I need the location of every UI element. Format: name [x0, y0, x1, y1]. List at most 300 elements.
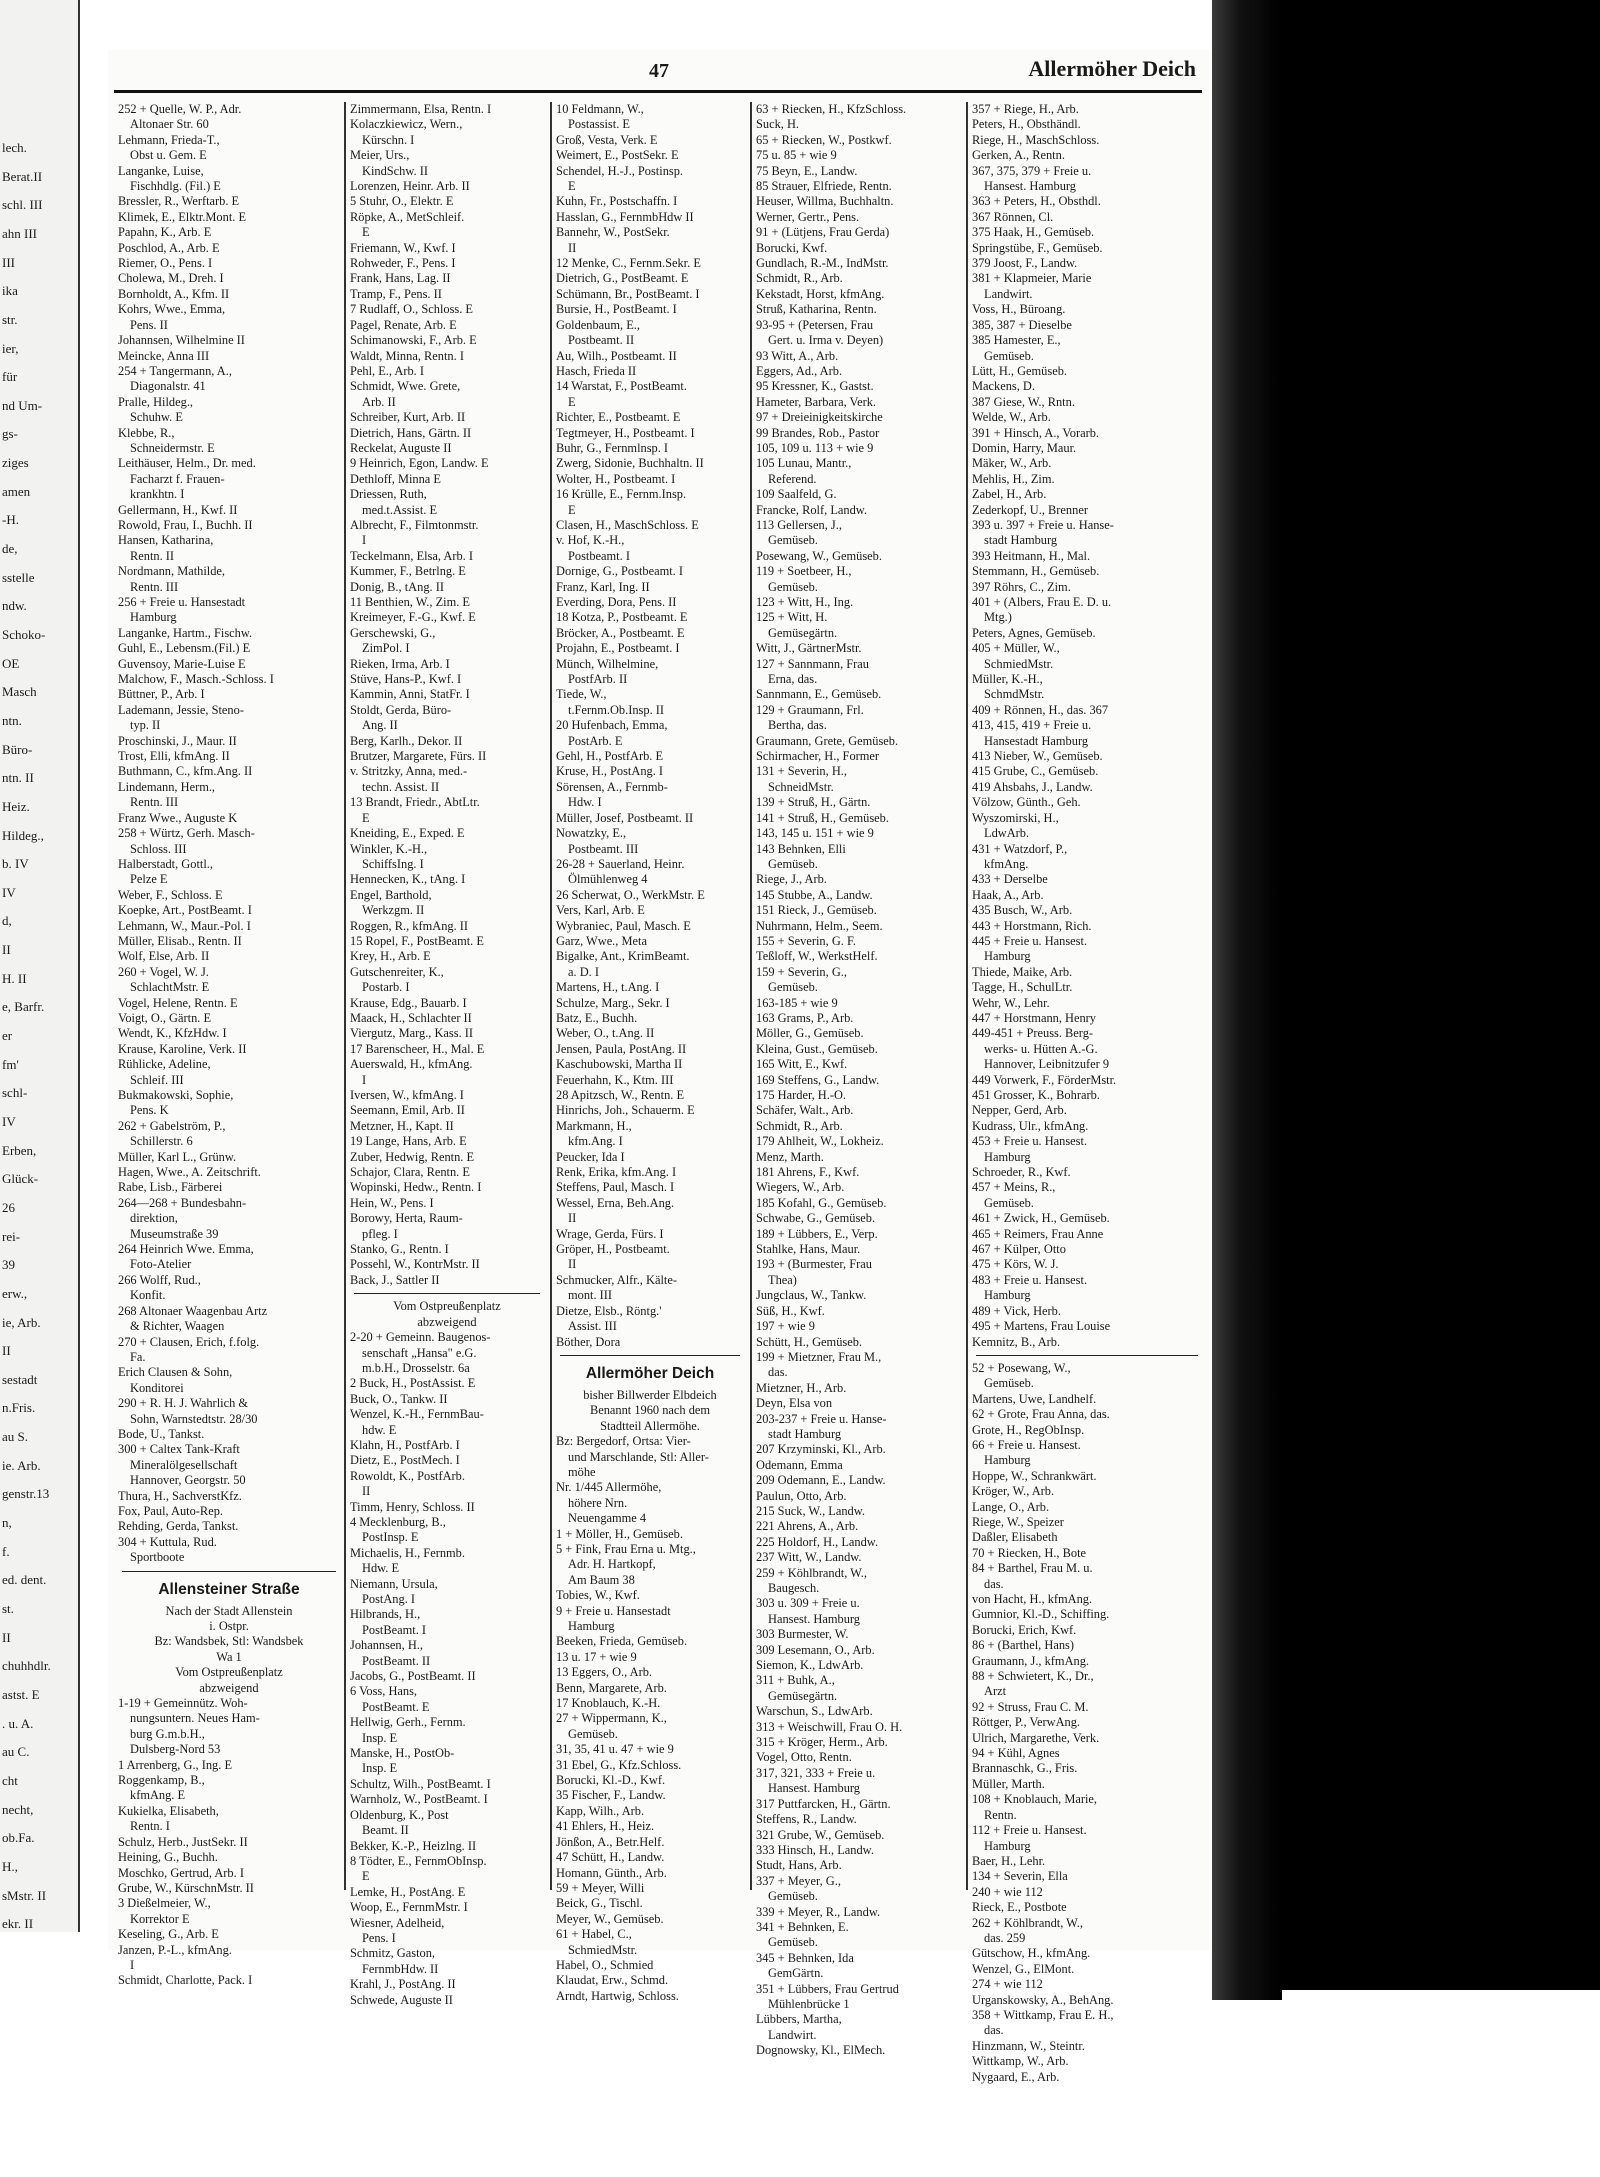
entry-continuation: Postbeamt. I [568, 548, 630, 563]
margin-fragment: st. [2, 1601, 14, 1617]
margin-fragment: 39 [2, 1257, 15, 1273]
directory-entry: 127 + Sannmann, Frau [756, 656, 869, 671]
entry-continuation: SchiffsIng. I [362, 856, 424, 871]
directory-entry: Winkler, K.-H., [350, 841, 428, 856]
directory-entry: 393 u. 397 + Freie u. Hanse- [972, 517, 1114, 532]
directory-entry: 256 + Freie u. Hansestadt [118, 595, 246, 609]
margin-fragment: chuhhdlr. [2, 1658, 51, 1674]
directory-entry: Sörensen, A., Fernmb- [556, 779, 668, 794]
entry-continuation: & Richter, Waagen [130, 1319, 225, 1334]
directory-entry: von Hacht, H., kfmAng. [972, 1592, 1093, 1606]
directory-entry: 385, 387 + Dieselbe [972, 317, 1072, 332]
entry-continuation: Erna, das. [768, 672, 818, 687]
directory-entry: 254 + Tangermann, A., [118, 363, 232, 378]
margin-fragment: ob.Fa. [2, 1830, 35, 1846]
entry-continuation: PostArb. E [568, 733, 623, 748]
directory-entry: Tiede, W., [556, 687, 607, 702]
entry-continuation: Gemüseb. [984, 1376, 1034, 1391]
directory-entry: Stemmann, H., Gemüseb. [972, 564, 1100, 579]
directory-entry: 109 Saalfeld, G. [756, 487, 837, 502]
directory-entry: 1 + Möller, H., Gemüseb. [556, 1526, 683, 1541]
directory-entry: Engel, Barthold, [350, 887, 432, 902]
margin-fragment: fm' [2, 1056, 19, 1072]
directory-entry: Gutschenreiter, K., [350, 964, 444, 979]
margin-fragment: au S. [2, 1429, 28, 1445]
entry-continuation: PostfArb. II [568, 672, 628, 687]
entry-continuation: Sohn, Warnstedtstr. 28/30 [130, 1411, 258, 1426]
directory-entry: 449-451 + Preuss. Berg- [972, 1026, 1094, 1041]
entry-continuation: Gemüseb. [768, 980, 818, 995]
directory-entry: 313 + Weischwill, Frau O. H. [756, 1719, 903, 1734]
directory-entry: Schroeder, R., Kwf. [972, 1165, 1071, 1180]
entry-continuation: Dulsberg-Nord 53 [130, 1742, 221, 1757]
directory-entry: 391 + Hinsch, A., Vorarb. [972, 425, 1099, 440]
directory-entry: Voigt, O., Gärtn. E [118, 1010, 212, 1025]
entry-continuation: Schneidermstr. E [130, 440, 215, 455]
directory-entry: 303 u. 309 + Freie u. [756, 1596, 860, 1611]
margin-fragment: ika [2, 283, 18, 299]
directory-entry: Woop, E., FernmMstr. I [350, 1900, 468, 1915]
directory-entry: Riemer, O., Pens. I [118, 256, 213, 271]
directory-entry: Jensen, Paula, PostAng. II [556, 1041, 687, 1056]
directory-entry: 17 Barenscheer, H., Mal. E [350, 1041, 485, 1056]
directory-entry: 112 + Freie u. Hansest. [972, 1823, 1087, 1838]
directory-entry: Markmann, H., [556, 1118, 632, 1133]
directory-entry: 85 Strauer, Elfriede, Rentn. [756, 179, 892, 194]
street-note: abzweigend [417, 1314, 477, 1329]
entry-continuation: Altonaer Str. 60 [130, 117, 209, 132]
directory-entry: 13 Brandt, Friedr., AbtLtr. [350, 795, 480, 810]
directory-entry: Dietrich, G., PostBeamt. E [556, 271, 689, 286]
directory-entry: Teckelmann, Elsa, Arb. I [350, 548, 473, 563]
directory-entry: Arndt, Hartwig, Schloss. [556, 1988, 679, 2003]
directory-entry: 409 + Rönnen, H., das. 367 [972, 702, 1109, 717]
entry-continuation: direktion, [130, 1211, 178, 1226]
directory-entry: 27 + Wippermann, K., [556, 1711, 667, 1726]
entry-continuation: med.t.Assist. E [362, 502, 438, 517]
directory-entry: Goldenbaum, E., [556, 317, 640, 332]
directory-entry: Kolaczkiewicz, Wern., [350, 117, 463, 132]
directory-entry: 143 Behnken, Elli [756, 841, 846, 856]
entry-continuation: kfmAng. E [130, 1788, 186, 1803]
directory-entry: Frank, Hans, Lag. II [350, 271, 451, 286]
entry-continuation: Hdw. I [568, 795, 602, 810]
directory-entry: Franz Wwe., Auguste K [118, 810, 238, 825]
column-divider [750, 102, 752, 1890]
directory-entry: 199 + Mietzner, Frau M., [756, 1349, 882, 1364]
directory-entry: Buhr, G., Fernmlnsp. I [556, 440, 669, 455]
directory-entry: Possehl, W., KontrMstr. II [350, 1257, 480, 1272]
directory-entry: Wolf, Else, Arb. II [118, 949, 210, 964]
margin-fragment: schl. III [2, 197, 43, 213]
directory-entry: Lange, O., Arb. [972, 1499, 1050, 1514]
margin-fragment: lech. [2, 140, 27, 155]
directory-entry: Erich Clausen & Sohn, [118, 1365, 233, 1380]
entry-continuation: Hamburg [984, 949, 1031, 964]
directory-column-1 [118, 102, 340, 1988]
margin-fragment: ntn. [2, 712, 22, 728]
directory-entry: Au, Wilh., Postbeamt. II [556, 348, 677, 363]
directory-entry: v. Stritzky, Anna, med.- [350, 764, 468, 779]
entry-continuation: Konfit. [130, 1288, 166, 1303]
entry-continuation: SchmiedMstr. [568, 1942, 638, 1957]
entry-continuation: SchmdMstr. [984, 687, 1045, 702]
margin-fragment: gs- [2, 426, 18, 442]
directory-entry: Tobies, W., Kwf. [556, 1588, 640, 1603]
directory-entry: Wyszomirski, H., [972, 810, 1059, 825]
entry-continuation: II [568, 1211, 577, 1226]
directory-entry: 28 Apitzsch, W., Rentn. E [556, 1088, 685, 1102]
directory-entry: 379 Joost, F., Landw. [972, 256, 1078, 271]
directory-entry: 5 Stuhr, O., Elektr. E [350, 194, 454, 209]
directory-entry: 449 Vorwerk, F., FörderMstr. [972, 1072, 1117, 1087]
entry-continuation: Werkzgm. II [362, 903, 425, 918]
directory-entry: 151 Rieck, J., Gemüseb. [756, 903, 877, 918]
margin-fragment: OE [2, 655, 20, 671]
directory-entry: Krey, H., Arb. E [350, 949, 431, 964]
directory-entry: Heuser, Willma, Buchhaltn. [756, 194, 894, 209]
directory-entry: Krause, Edg., Bauarb. I [350, 995, 467, 1010]
entry-continuation: das. 259 [984, 1930, 1026, 1945]
section-rule [976, 1355, 1198, 1356]
directory-entry: 131 + Severin, H., [756, 764, 847, 779]
directory-entry: Schajor, Clara, Rentn. E [350, 1165, 470, 1180]
directory-entry: 225 Holdorf, H., Landw. [756, 1534, 879, 1549]
directory-entry: Schultz, Wilh., PostBeamt. I [350, 1776, 491, 1791]
directory-entry: 351 + Lübbers, Frau Gertrud [756, 1981, 899, 1996]
margin-fragment: amen [2, 483, 31, 499]
margin-fragment: sstelle [2, 569, 35, 585]
directory-entry: 169 Steffens, G., Landw. [756, 1072, 880, 1087]
directory-entry: Müller, Karl L., Grünw. [118, 1149, 237, 1164]
entry-continuation: Beamt. II [362, 1823, 409, 1838]
entry-continuation: Gemüseb. [984, 348, 1034, 363]
directory-entry: Müller, Josef, Postbeamt. II [556, 810, 694, 825]
directory-entry: 18 Kotza, P., Postbeamt. E [556, 610, 688, 625]
directory-entry: Klebbe, R., [118, 425, 175, 440]
directory-entry: Kammin, Anni, StatFr. I [350, 687, 470, 702]
street-note: i. Ostpr. [209, 1619, 249, 1633]
directory-entry: Wessel, Erna, Beh.Ang. [556, 1195, 675, 1210]
directory-entry: 163-185 + wie 9 [756, 995, 838, 1010]
directory-entry: Francke, Rolf, Landw. [756, 502, 868, 517]
margin-fragment: Glück- [2, 1171, 39, 1187]
directory-entry: Dietz, E., PostMech. I [350, 1453, 460, 1468]
margin-fragment: ziges [2, 455, 29, 471]
entry-continuation: Referend. [768, 471, 817, 486]
book-spine [1212, 0, 1282, 2000]
directory-entry: Garz, Wwe., Meta [556, 933, 647, 948]
directory-entry: Studt, Hans, Arb. [756, 1858, 842, 1873]
margin-fragment: f. [2, 1543, 10, 1559]
directory-entry: Schulze, Marg., Sekr. I [556, 995, 670, 1010]
directory-entry: Welde, W., Arb. [972, 410, 1051, 425]
entry-continuation: Gemüseb. [768, 579, 818, 594]
directory-entry: 445 + Freie u. Hansest. [972, 933, 1088, 948]
directory-entry: Martens, H., t.Ang. I [556, 980, 660, 995]
entry-continuation: Korrektor E [130, 1911, 190, 1926]
street-heading: Allensteiner Straße [158, 1580, 300, 1598]
directory-entry: Bröcker, A., Postbeamt. E [556, 625, 685, 640]
entry-continuation: Pens. I [362, 1930, 396, 1945]
entry-continuation: Insp. E [362, 1730, 398, 1745]
directory-entry: Dognowsky, Kl., ElMech. [756, 2043, 886, 2058]
directory-entry: 357 + Riege, H., Arb. [972, 102, 1079, 116]
directory-entry: Klimek, E., Elktr.Mont. E [118, 209, 247, 224]
margin-fragment: er [2, 1028, 13, 1044]
directory-entry: 7 Rudlaff, O., Schloss. E [350, 302, 473, 317]
directory-entry: 47 Schütt, H., Landw. [556, 1850, 665, 1865]
directory-entry: Meyer, W., Gemüseb. [556, 1911, 664, 1926]
entry-continuation: I [362, 533, 367, 548]
directory-entry: 10 Feldmann, W., [556, 102, 644, 116]
directory-entry: Jönßon, A., Betr.Helf. [556, 1834, 665, 1849]
entry-continuation: Gemüseb. [768, 1935, 818, 1950]
directory-entry: Lindemann, Herm., [118, 779, 216, 794]
directory-entry: 465 + Reimers, Frau Anne [972, 1226, 1104, 1241]
directory-entry: 84 + Barthel, Frau M. u. [972, 1561, 1093, 1576]
entry-continuation: E [362, 225, 370, 240]
directory-entry: Wopinski, Hedw., Rentn. I [350, 1180, 482, 1195]
entry-continuation: Diagonalstr. 41 [130, 379, 206, 394]
directory-entry: Weber, F., Schloss. E [118, 887, 223, 902]
directory-entry: 2 Buck, H., PostAssist. E [350, 1376, 476, 1391]
directory-entry: Vogel, Helene, Rentn. E [118, 995, 238, 1010]
directory-entry: 41 Ehlers, H., Heiz. [556, 1819, 655, 1834]
directory-entry: Teßloff, W., WerkstHelf. [756, 949, 878, 964]
entry-continuation: Hamburg [984, 1288, 1031, 1303]
directory-entry: Nordmann, Mathilde, [118, 564, 226, 579]
directory-entry: Springstübe, F., Gemüseb. [972, 240, 1103, 255]
directory-entry: 467 + Külper, Otto [972, 1242, 1066, 1257]
directory-entry: Tegtmeyer, H., Postbeamt. I [556, 425, 695, 440]
directory-entry: Gundlach, R.-M., IndMstr. [756, 256, 889, 271]
street-note: Bz: Wandsbek, Stl: Wandsbek [154, 1634, 304, 1649]
directory-entry: Heining, G., Buchh. [118, 1850, 218, 1865]
directory-entry: 9 Heinrich, Egon, Landw. E [350, 456, 489, 471]
directory-entry: Voss, H., Büroang. [972, 302, 1066, 317]
street-note: bisher Billwerder Elbdeich [583, 1387, 717, 1402]
directory-entry: Driessen, Ruth, [350, 487, 427, 502]
entry-continuation: Schuhw. E [130, 410, 183, 425]
entry-continuation: das. [984, 2023, 1004, 2038]
entry-continuation: FernmbHdw. II [362, 1961, 439, 1976]
directory-entry: Fox, Paul, Auto-Rep. [118, 1503, 223, 1518]
directory-entry: Guvensoy, Marie-Luise E [118, 656, 246, 671]
directory-entry: v. Hof, K.-H., [556, 533, 625, 548]
directory-entry: Dornige, G., Postbeamt. I [556, 564, 683, 579]
directory-entry: Pralle, Hildeg., [118, 394, 194, 409]
directory-entry: 123 + Witt, H., Ing. [756, 595, 854, 609]
entry-continuation: Postbeamt. II [568, 333, 635, 348]
directory-entry: Wolter, H., Postbeamt. I [556, 471, 676, 486]
directory-entry: 311 + Buhk, A., [756, 1673, 835, 1688]
directory-entry: Schümann, Br., PostBeamt. I [556, 286, 700, 301]
directory-entry: Stanko, G., Rentn. I [350, 1242, 449, 1257]
margin-fragment: sestadt [2, 1371, 38, 1387]
entry-continuation: Schloss. III [130, 841, 187, 856]
directory-entry: 358 + Wittkamp, Frau E. H., [972, 2007, 1114, 2022]
directory-entry: 75 u. 85 + wie 9 [756, 148, 837, 163]
entry-continuation: Konditorei [130, 1380, 184, 1395]
directory-entry: Wendt, K., KfzHdw. I [118, 1026, 227, 1041]
directory-entry: Wenzel, K.-H., FernmBau- [350, 1407, 484, 1422]
directory-entry: Lübbers, Martha, [756, 2012, 842, 2027]
margin-fragment: de, [2, 541, 18, 557]
directory-entry: 181 Ahrens, F., Kwf. [756, 1165, 860, 1180]
directory-entry: Habel, O., Schmied [556, 1957, 654, 1972]
directory-entry: 189 + Lübbers, E., Verp. [756, 1226, 878, 1241]
entry-continuation: Gemüsegärtn. [768, 625, 838, 640]
directory-entry: Witt, J., GärtnerMstr. [756, 641, 862, 656]
entry-continuation: Arzt [984, 1684, 1007, 1699]
directory-entry: Hagen, Wwe., A. Zeitschrift. [118, 1165, 261, 1180]
directory-entry: Borucki, Erich, Kwf. [972, 1622, 1077, 1637]
entry-continuation: Mtg.) [984, 610, 1012, 625]
entry-continuation: Mühlenbrücke 1 [768, 1996, 850, 2011]
previous-page-edge [0, 0, 80, 1932]
directory-entry: 258 + Würtz, Gerh. Masch- [118, 826, 255, 841]
directory-entry: Daßler, Elisabeth [972, 1530, 1058, 1545]
directory-entry: Roggenkamp, B., [118, 1773, 205, 1788]
directory-entry: Wenzel, G., ElMont. [972, 1961, 1075, 1976]
directory-entry: Langanke, Luise, [118, 163, 204, 178]
directory-entry: 290 + R. H. J. Wahrlich & [118, 1396, 249, 1411]
directory-entry: Dietrich, Hans, Gärtn. II [350, 425, 472, 440]
directory-entry: 31, 35, 41 u. 47 + wie 9 [556, 1742, 674, 1757]
directory-entry: Waldt, Minna, Rentn. I [350, 348, 464, 363]
directory-entry: Müller, K.-H., [972, 672, 1043, 687]
entry-continuation: kfmAng. [984, 856, 1029, 871]
entry-continuation: mont. III [568, 1288, 613, 1303]
directory-entry: 489 + Vick, Herb. [972, 1303, 1061, 1318]
directory-entry: 179 Ahlheit, W., Lokheiz. [756, 1134, 884, 1149]
entry-continuation: typ. II [130, 718, 161, 733]
directory-entry: 262 + Köhlbrandt, W., [972, 1915, 1083, 1930]
directory-entry: 95 Kressner, K., Gastst. [756, 379, 874, 394]
directory-entry: Mehlis, H., Zim. [972, 471, 1055, 486]
directory-entry: Wiesner, Adelheid, [350, 1915, 445, 1930]
entry-continuation: Rentn. I [130, 1819, 170, 1834]
directory-entry: Thiede, Maike, Arb. [972, 964, 1073, 979]
directory-entry: Kröger, W., Arb. [972, 1484, 1055, 1499]
directory-entry: Auerswald, H., kfmAng. [350, 1057, 473, 1072]
margin-fragment: . u. A. [2, 1715, 34, 1731]
directory-entry: 321 Grube, W., Gemüseb. [756, 1827, 885, 1842]
directory-entry: Schulz, Herb., JustSekr. II [118, 1834, 248, 1849]
directory-entry: Möller, G., Gemüseb. [756, 1026, 864, 1041]
directory-entry: Riege, W., Speizer [972, 1514, 1064, 1529]
entry-continuation: PostBeamt. I [362, 1622, 427, 1637]
margin-fragment: sMstr. II [2, 1887, 47, 1903]
entry-continuation: Fischhdlg. (Fil.) E [130, 179, 221, 194]
directory-entry: Iversen, W., kfmAng. I [350, 1088, 464, 1102]
directory-entry: Kapp, Wilh., Arb. [556, 1803, 645, 1818]
directory-entry: 97 + Dreieinigkeitskirche [756, 410, 883, 425]
entry-continuation: kfm.Ang. I [568, 1134, 623, 1149]
directory-entry: 397 Röhrs, C., Zim. [972, 579, 1071, 594]
directory-entry: Cholewa, M., Dreh. I [118, 271, 224, 286]
entry-continuation: stadt Hamburg [984, 533, 1058, 548]
margin-fragment: ie, Arb. [2, 1314, 41, 1330]
directory-entry: Zimmermann, Elsa, Rentn. I [350, 102, 492, 116]
directory-entry: Richter, E., Postbeamt. E [556, 410, 681, 425]
margin-fragment: erw., [2, 1285, 28, 1301]
directory-entry: Böther, Dora [556, 1334, 621, 1349]
directory-entry: Haak, A., Arb. [972, 887, 1044, 902]
directory-entry: Wrage, Gerda, Fürs. I [556, 1226, 664, 1241]
directory-entry: Rieken, Irma, Arb. I [350, 656, 450, 671]
directory-entry: Röpke, A., MetSchleif. [350, 209, 465, 224]
directory-entry: Ulrich, Margarethe, Verk. [972, 1730, 1100, 1745]
directory-entry: 66 + Freie u. Hansest. [972, 1437, 1081, 1452]
directory-entry: Rabe, Lisb., Färberei [118, 1180, 223, 1195]
directory-entry: Borucki, Kwf. [756, 240, 828, 255]
directory-entry: 309 Lesemann, O., Arb. [756, 1642, 875, 1657]
directory-entry: 159 + Severin, G., [756, 964, 847, 979]
entry-continuation: Museumstraße 39 [130, 1226, 219, 1241]
directory-entry: 26 Scherwat, O., WerkMstr. E [556, 887, 705, 902]
entry-continuation: E [568, 394, 576, 409]
directory-entry: 303 Burmester, W. [756, 1627, 849, 1642]
directory-page [108, 50, 1210, 2084]
entry-continuation: Arb. II [362, 394, 396, 409]
directory-entry: 435 Busch, W., Arb. [972, 903, 1073, 918]
directory-entry: Schmidt, Charlotte, Pack. I [118, 1973, 253, 1988]
entry-continuation: Postarb. I [362, 980, 410, 995]
entry-continuation: Foto-Atelier [130, 1257, 192, 1272]
directory-entry: Rühlicke, Adeline, [118, 1057, 211, 1072]
directory-entry: 99 Brandes, Rob., Pastor [756, 425, 880, 440]
directory-entry: 88 + Schwietert, K., Dr., [972, 1669, 1094, 1684]
directory-entry: Jungclaus, W., Tankw. [756, 1288, 867, 1303]
directory-entry: Warnholz, W., PostBeamt. I [350, 1792, 488, 1807]
directory-entry: 19 Lange, Hans, Arb. E [350, 1134, 467, 1149]
directory-entry: Tagge, H., SchulLtr. [972, 980, 1073, 995]
directory-entry: Krahl, J., PostAng. II [350, 1977, 456, 1992]
directory-entry: Büttner, P., Arb. I [118, 687, 205, 702]
directory-entry: Kekstadt, Horst, kfmAng. [756, 286, 885, 301]
directory-entry: Oldenburg, K., Post [350, 1807, 449, 1822]
entry-continuation: Gemüsegärtn. [768, 1688, 838, 1703]
directory-entry: Kudrass, Ulr., kfmAng. [972, 1118, 1089, 1133]
directory-entry: 11 Benthien, W., Zim. E [350, 595, 470, 609]
entry-continuation: ZimPol. I [362, 641, 410, 656]
margin-fragment: IV [2, 884, 16, 900]
margin-fragment: ntn. II [2, 770, 34, 786]
directory-entry: Koepke, Art., PostBeamt. I [118, 903, 252, 918]
directory-entry: Borucki, Kl.-D., Kwf. [556, 1773, 666, 1788]
directory-entry: Rowold, Frau, I., Buchh. II [118, 517, 253, 532]
margin-fragment: genstr.13 [2, 1486, 50, 1502]
directory-entry: Beick, G., Tischl. [556, 1896, 643, 1911]
entry-continuation: stadt Hamburg [768, 1426, 842, 1441]
entry-continuation: Gemüseb. [768, 856, 818, 871]
margin-fragment: astst. E [2, 1686, 40, 1702]
directory-entry: 393 Heitmann, H., Mal. [972, 548, 1091, 563]
directory-entry: Renk, Erika, kfm.Ang. I [556, 1165, 677, 1180]
entry-continuation: Gemüseb. [984, 1195, 1034, 1210]
directory-entry: Schmucker, Alfr., Kälte- [556, 1272, 677, 1287]
directory-entry: Bode, U., Tankst. [118, 1426, 205, 1441]
directory-entry: Paulun, Otto, Arb. [756, 1488, 847, 1503]
entry-continuation: senschaft „Hansa" e.G. [362, 1345, 477, 1360]
directory-entry: Peters, H., Obsthändl. [972, 117, 1081, 132]
directory-entry: Nowatzky, E., [556, 826, 627, 841]
margin-fragment: IV [2, 1114, 16, 1130]
directory-entry: 197 + wie 9 [756, 1319, 815, 1334]
directory-entry: Trost, Elli, kfmAng. II [118, 749, 230, 764]
